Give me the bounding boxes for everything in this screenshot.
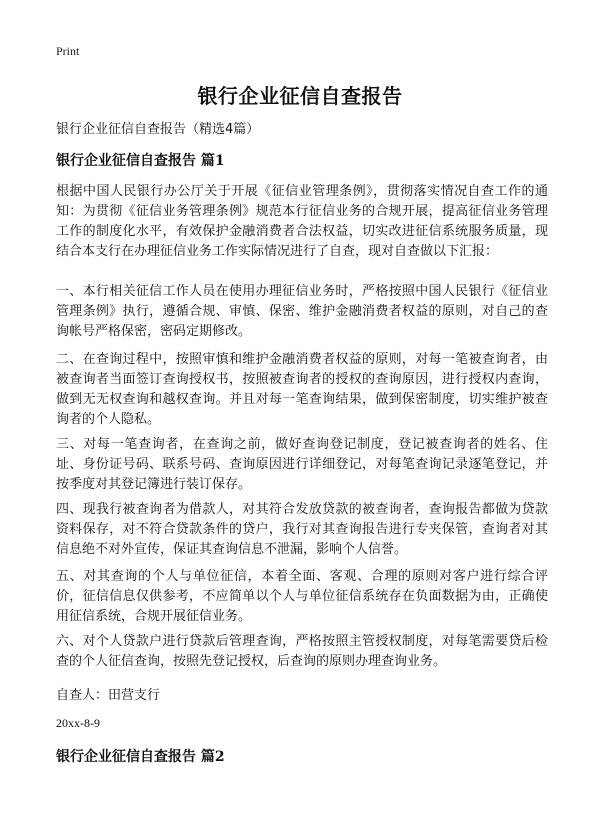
print-label[interactable]: Print xyxy=(56,44,80,58)
paragraph-item-6: 六、对个人贷款户进行贷款后管理查询，严格按照主管授权制度，对每笔需要贷后检查的个人征信查询，按照先登记授权，后查询的原则办理查询业务。 xyxy=(56,634,548,669)
section-heading-1: 银行企业征信自查报告 篇1 xyxy=(56,153,225,169)
paragraph-item-3: 三、对每一笔查询者，在查询之前，做好查询登记制度，登记被查询者的姓名、住址、身份证号码、联系号码、查询原因进行详细登记，对每笔查询记录逐笔登记，并按季度对其登记簿进行装订保存。 xyxy=(56,437,548,492)
paragraph-item-4: 四、现我行被查询者为借款人，对其符合发放贷款的被查询者，查询报告都做为贷款资料保存，对不符合贷款条件的贷户，我行对其查询报告进行专夹保管，查询者对其信息绝不对外宣传，保证其查询信息不泄漏，影响个人信誉。 xyxy=(56,502,548,557)
document-title: 银行企业征信自查报告 xyxy=(197,84,403,108)
paragraph-item-5: 五、对其查询的个人与单位征信，本着全面、客观、合理的原则对客户进行综合评价，征信信息仅供参考，不应简单以个人与单位征信系统存在负面数据为由，正确使用征信系统，合规开展征信业务。 xyxy=(56,569,548,624)
section-heading-2: 银行企业征信自查报告 篇2 xyxy=(56,749,225,765)
document-subtitle: 银行企业征信自查报告（精选4篇） xyxy=(56,122,260,137)
paragraph-item-2: 二、在查询过程中，按照审慎和维护金融消费者权益的原则，对每一笔被查询者，由被查询者当面签订查询授权书，按照被查询者的授权的查询原因，进行授权内查询，做到无无权查询和越权查询。并且对每一笔查询结果，做到保密制度，切实维护被查询者的个人隐私。 xyxy=(56,352,548,427)
intro-paragraph: 根据中国人民银行办公厅关于开展《征信业管理条例》，贯彻落实情况自查工作的通知：为贯彻《征信业务管理条例》规范本行征信业务的合规开展，提高征信业务管理工作的制度化水平，有效保护金融消费者合法权益，切实改进征信系统服务质量，现结合本支行在办理征信业务工作实际情况进行了自查，现对自查做以下汇报： xyxy=(56,184,548,259)
report-date: 20xx-8-9 xyxy=(56,716,100,730)
signature-line: 自查人：田营支行 xyxy=(56,688,161,703)
paragraph-item-1: 一、本行相关征信工作人员在使用办理征信业务时，严格按照中国人民银行《征信业管理条例》执行，遵循合规、审慎、保密、维护金融消费者权益的原则，对自己的查询帐号严格保密，密码定期修改。 xyxy=(56,284,548,339)
